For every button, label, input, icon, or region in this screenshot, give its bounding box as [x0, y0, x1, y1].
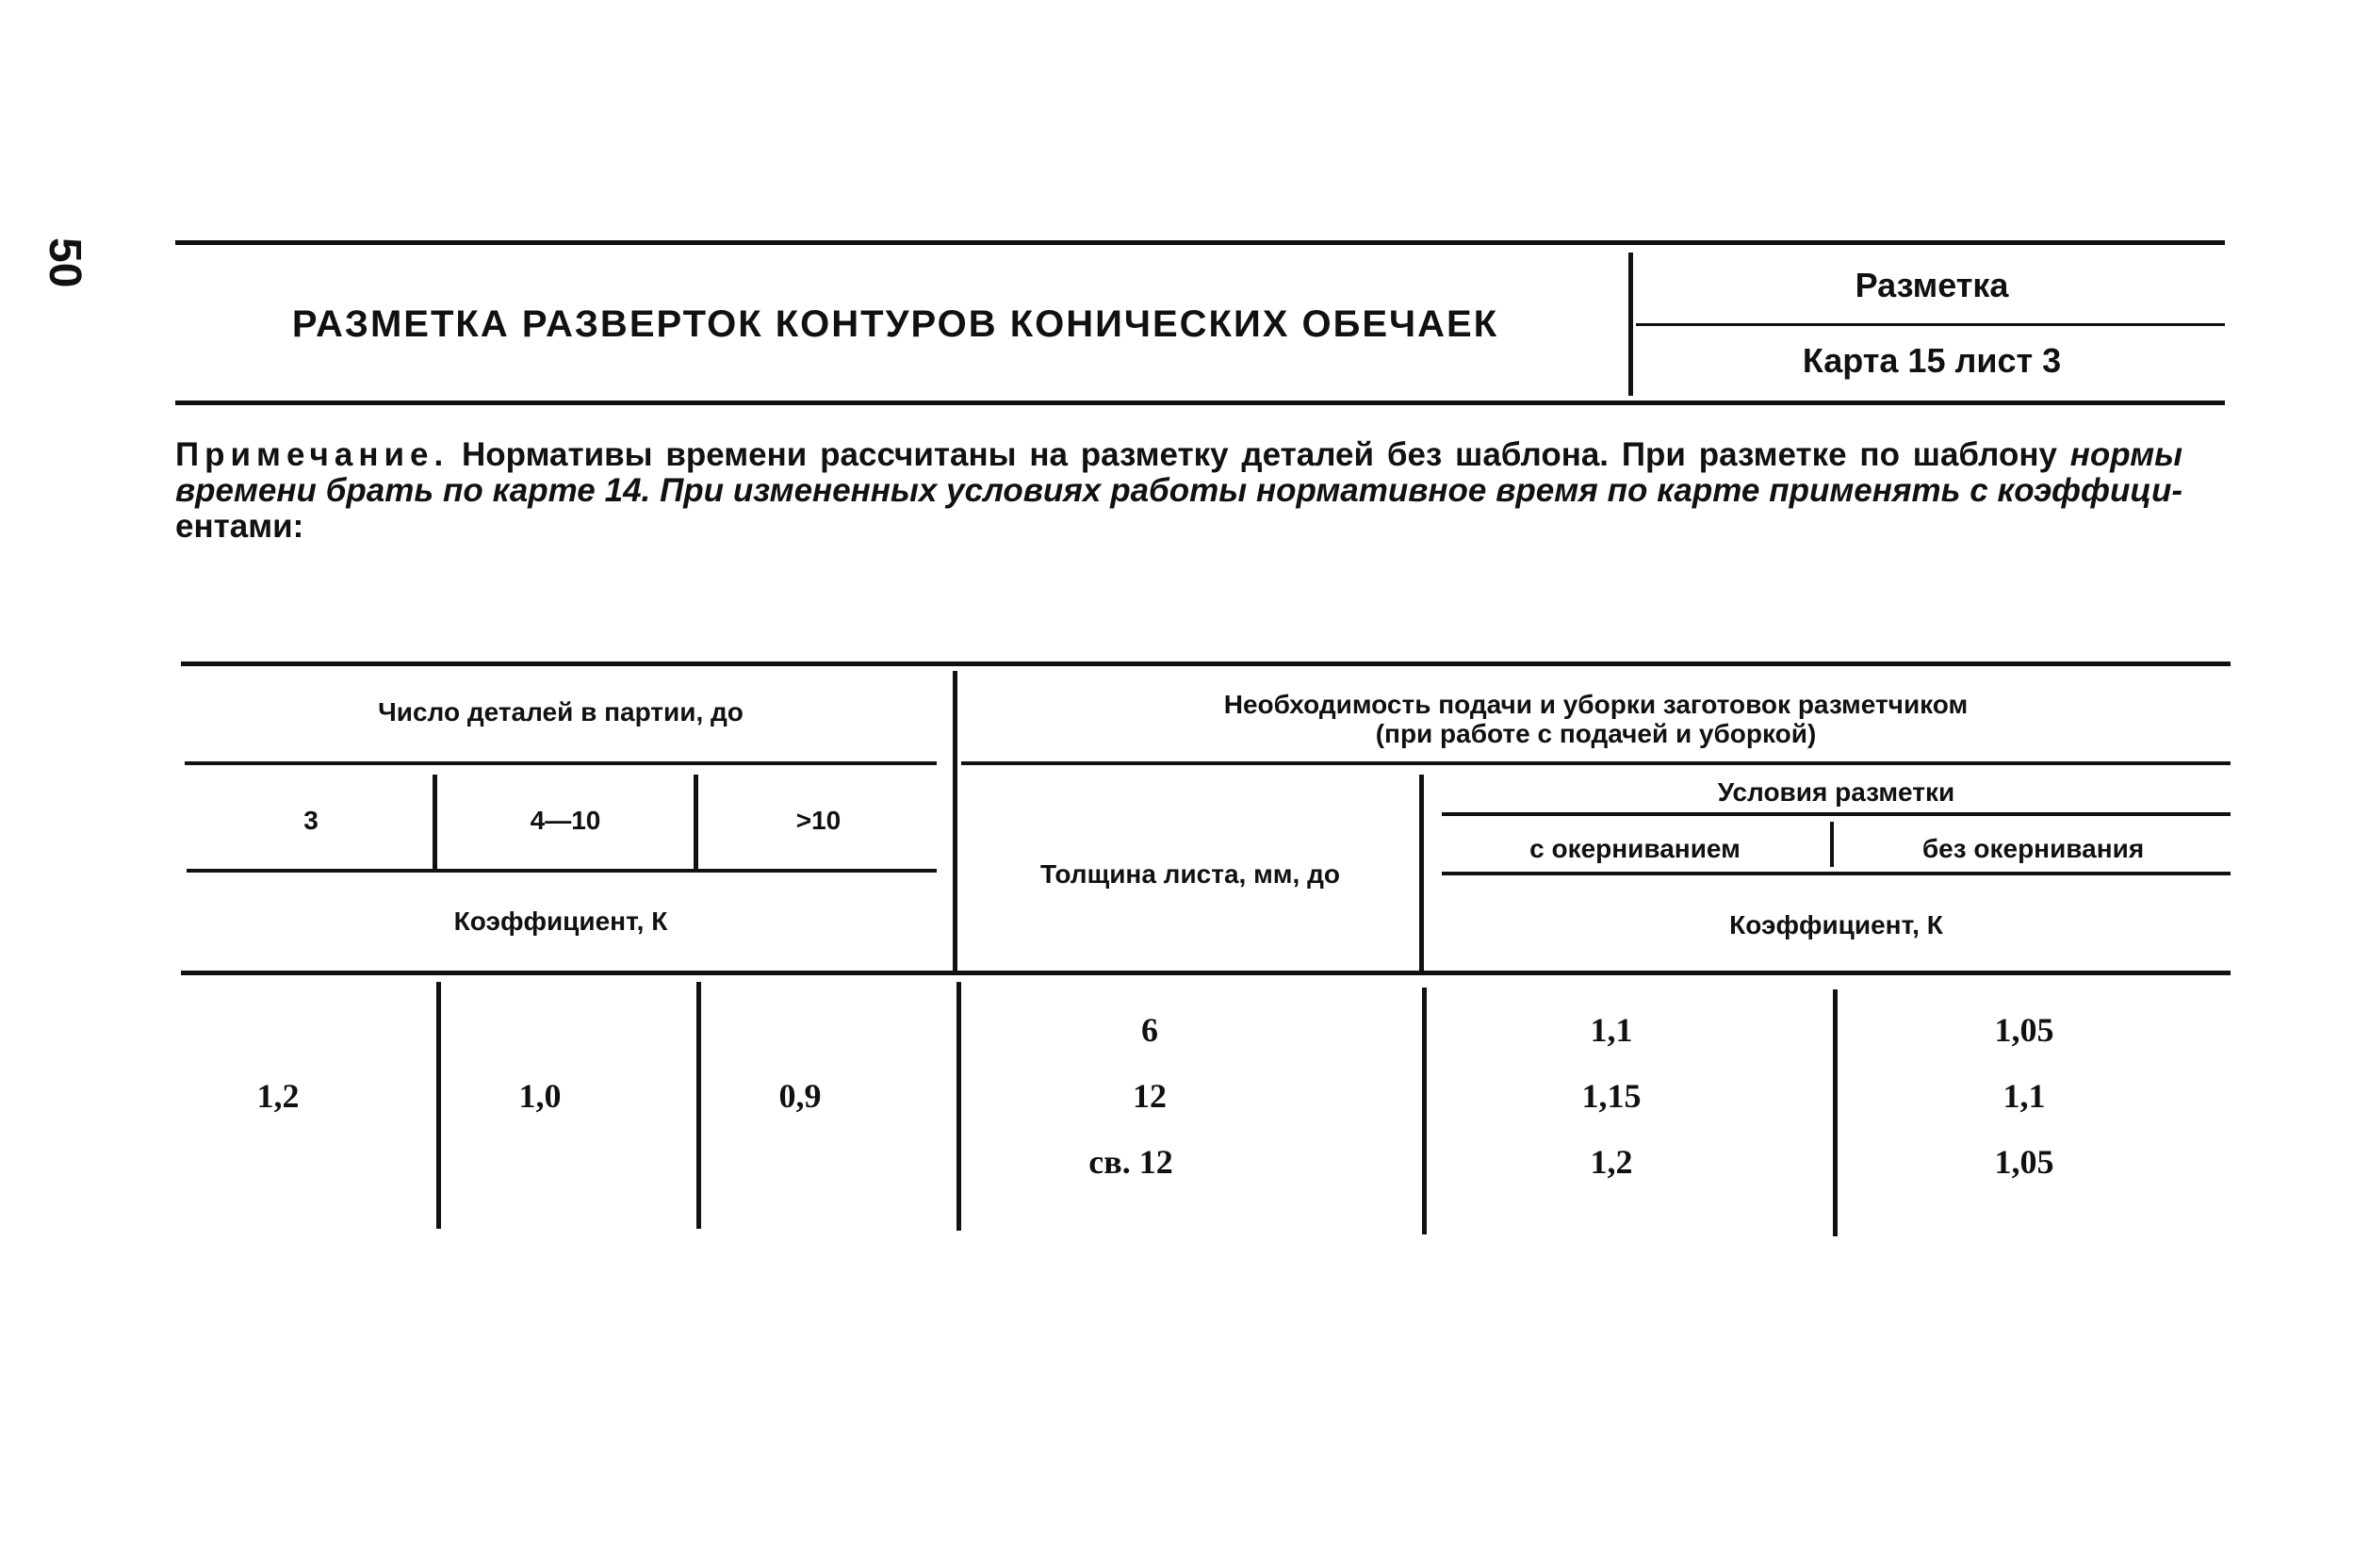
header-divider	[1628, 253, 1633, 396]
note-label: Примечание.	[175, 436, 450, 473]
page-number: 50	[40, 237, 90, 288]
left-col-header-1: 3	[303, 806, 319, 835]
thickness-divider-header	[1419, 775, 1424, 971]
note-text-end: ентами:	[175, 508, 304, 545]
row-2-without-punch: 1,1	[2003, 1077, 2046, 1115]
right-group-header-line2: (при работе с подачей и уборкой)	[1375, 719, 1817, 748]
left-coef-label: Коэффициент, К	[453, 906, 668, 936]
left-value-3: 0,9	[778, 1077, 822, 1115]
row-3-thickness: св. 12	[1088, 1143, 1173, 1181]
conditions-col-with-punch: с окерниванием	[1529, 834, 1741, 863]
main-divider-header	[953, 671, 957, 971]
section-label: Разметка	[1855, 266, 2009, 304]
right-group-rule	[961, 761, 2231, 765]
row-3-with-punch: 1,2	[1590, 1143, 1633, 1181]
left-group-header: Число деталей в партии, до	[378, 697, 744, 727]
card-label: Карта 15 лист 3	[1802, 341, 2062, 380]
row-2-with-punch: 1,15	[1581, 1077, 1642, 1115]
page-title: РАЗМЕТКА РАЗВЕРТОК КОНТУРОВ КОНИЧЕСКИХ ОБЕЧАЕК	[291, 303, 1499, 345]
table-top-rule	[181, 662, 2231, 666]
right-group-header-line1: Необходимость подачи и уборки заготовок разметчиком	[1223, 690, 1969, 719]
left-col-header-3: >10	[795, 806, 842, 835]
table-header-bottom-rule	[181, 971, 2231, 975]
conditions-col-divider	[1830, 822, 1834, 867]
row-2-thickness: 12	[1133, 1077, 1167, 1115]
header-right-rule	[1636, 323, 2225, 326]
thickness-header: Толщина листа, мм, до	[1040, 859, 1340, 889]
left-value-1: 1,2	[256, 1077, 300, 1115]
row-1-with-punch: 1,1	[1590, 1011, 1633, 1049]
conditions-header-rule	[1442, 812, 2231, 816]
conditions-cols-rule	[1442, 872, 2231, 875]
note-paragraph	[175, 437, 2182, 545]
left-cols-rule	[187, 869, 937, 873]
left-group-rule	[185, 761, 937, 765]
conditions-col-without-punch: без окернивания	[1921, 834, 2145, 863]
row-1-without-punch: 1,05	[1994, 1011, 2054, 1049]
conditions-header: Условия разметки	[1717, 777, 1955, 807]
header-top-rule	[175, 240, 2225, 245]
right-coef-label: Коэффициент, К	[1729, 910, 1943, 939]
header-bottom-rule	[175, 400, 2225, 405]
left-value-2: 1,0	[518, 1077, 562, 1115]
row-3-without-punch: 1,05	[1994, 1143, 2054, 1181]
row-1-thickness: 6	[1141, 1011, 1158, 1049]
note-text-italic: нормы времени брать по карте 14. При измененных условиях работы нормативное время по карте применять с коэффици-	[175, 436, 2182, 509]
note-text-regular: Нормативы времени рассчитаны на разметку деталей без шаблона. При разметке по шаблону	[449, 436, 2057, 473]
left-col-header-2: 4—10	[530, 806, 601, 835]
